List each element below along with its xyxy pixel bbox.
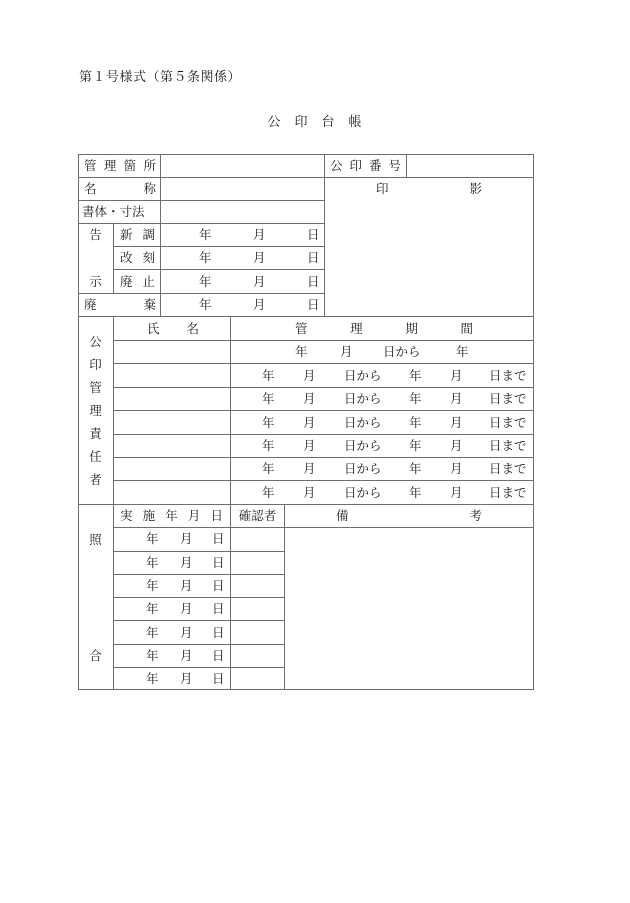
verification-date[interactable]: 年 月 日 — [146, 601, 225, 616]
custodian-name-field[interactable] — [115, 434, 229, 457]
typeface-size-field[interactable] — [162, 200, 322, 223]
form-id: 第１号様式（第５条関係） — [79, 70, 242, 85]
period-header: 管 理 期 間 — [295, 321, 473, 336]
verification-date[interactable]: 年 月 日 — [146, 671, 225, 686]
verification-date[interactable]: 年 月 日 — [146, 555, 225, 570]
seal-impression-label: 印 影 — [376, 181, 482, 196]
confirmer-header: 確認者 — [238, 508, 277, 523]
seal-number-field[interactable] — [408, 154, 532, 177]
verification-date[interactable]: 年 月 日 — [146, 578, 225, 593]
custodian-name-field[interactable] — [115, 387, 229, 410]
custodian-period[interactable]: 年 月 日から 年 月 日まで — [262, 368, 527, 383]
confirmer-field[interactable] — [232, 527, 284, 550]
notice-row-label: 改 刻 — [120, 250, 155, 265]
verification-row — [113, 527, 284, 550]
custodian-period[interactable]: 年 月 日から 年 月 日まで — [262, 438, 527, 453]
notice-row-date[interactable]: 年 月 日 — [199, 274, 320, 289]
custodian-name-field[interactable] — [115, 340, 229, 363]
custodian-name-field[interactable] — [115, 364, 229, 387]
custodian-period[interactable]: 年 月 日から 年 月 日まで — [262, 485, 527, 500]
custodian-row — [113, 411, 534, 434]
typeface-size-label: 書体・寸法 — [82, 204, 145, 219]
verification-row — [113, 621, 284, 644]
grid-line — [284, 504, 285, 690]
title-char: 公 — [267, 115, 281, 130]
confirmer-field[interactable] — [232, 644, 284, 667]
title-char: 台 — [321, 115, 335, 130]
verification-date[interactable]: 年 月 日 — [146, 648, 225, 663]
name-header: 氏 名 — [147, 321, 199, 336]
custodian-name-field[interactable] — [115, 481, 229, 504]
verification-date[interactable]: 年 月 日 — [146, 625, 225, 640]
name-field[interactable] — [162, 177, 322, 200]
custodian-row — [113, 364, 534, 387]
notice-group-label: 示 — [89, 274, 102, 289]
remarks-field[interactable] — [286, 528, 532, 688]
disposal-date[interactable]: 年 月 日 — [199, 297, 320, 312]
name-label: 名 称 — [84, 181, 156, 196]
title-char: 帳 — [348, 115, 362, 130]
custodian-row — [113, 387, 534, 410]
custodian-name-field[interactable] — [115, 411, 229, 434]
notice-row-label: 廃 止 — [120, 274, 155, 289]
page-title — [266, 111, 374, 130]
title-char: 印 — [294, 115, 308, 130]
grid-line — [113, 223, 114, 293]
notice-row-date[interactable]: 年 月 日 — [199, 227, 320, 242]
notice-row-date[interactable]: 年 月 日 — [199, 250, 320, 265]
grid-line — [406, 154, 407, 177]
confirmer-field[interactable] — [232, 574, 284, 597]
verification-row — [113, 597, 284, 620]
seal-impression-area[interactable] — [325, 200, 533, 315]
notice-group-label: 告 — [89, 227, 102, 242]
verification-group-label: 照 — [89, 532, 102, 547]
verification-date[interactable]: 年 月 日 — [146, 531, 225, 546]
verification-row — [113, 551, 284, 574]
verification-row — [113, 574, 284, 597]
seal-number-label: 公 印 番 号 — [330, 158, 401, 173]
custodian-row — [113, 434, 534, 457]
verification-row — [113, 644, 284, 667]
date-header: 実 施 年 月 日 — [120, 508, 223, 523]
verification-row — [113, 667, 284, 690]
confirmer-field[interactable] — [232, 551, 284, 574]
confirmer-field[interactable] — [232, 597, 284, 620]
notice-row-label: 新 調 — [120, 227, 155, 242]
custodian-group-label: 公 印 管 理 責 任 者 — [89, 334, 102, 487]
managing-office-label: 管 理 箇 所 — [84, 158, 156, 173]
custodian-period[interactable]: 年 月 日から 年 — [295, 344, 469, 359]
custodian-name-field[interactable] — [115, 457, 229, 480]
custodian-period[interactable]: 年 月 日から 年 月 日まで — [262, 391, 527, 406]
confirmer-field[interactable] — [232, 667, 284, 690]
disposal-label: 廃 棄 — [84, 297, 156, 312]
confirmer-field[interactable] — [232, 621, 284, 644]
verification-group-label: 合 — [89, 648, 102, 663]
managing-office-field[interactable] — [162, 154, 322, 177]
remarks-header: 備 考 — [336, 508, 482, 523]
custodian-row — [113, 457, 534, 480]
custodian-period[interactable]: 年 月 日から 年 月 日まで — [262, 415, 527, 430]
custodian-period[interactable]: 年 月 日から 年 月 日まで — [262, 461, 527, 476]
custodian-row — [113, 481, 534, 504]
